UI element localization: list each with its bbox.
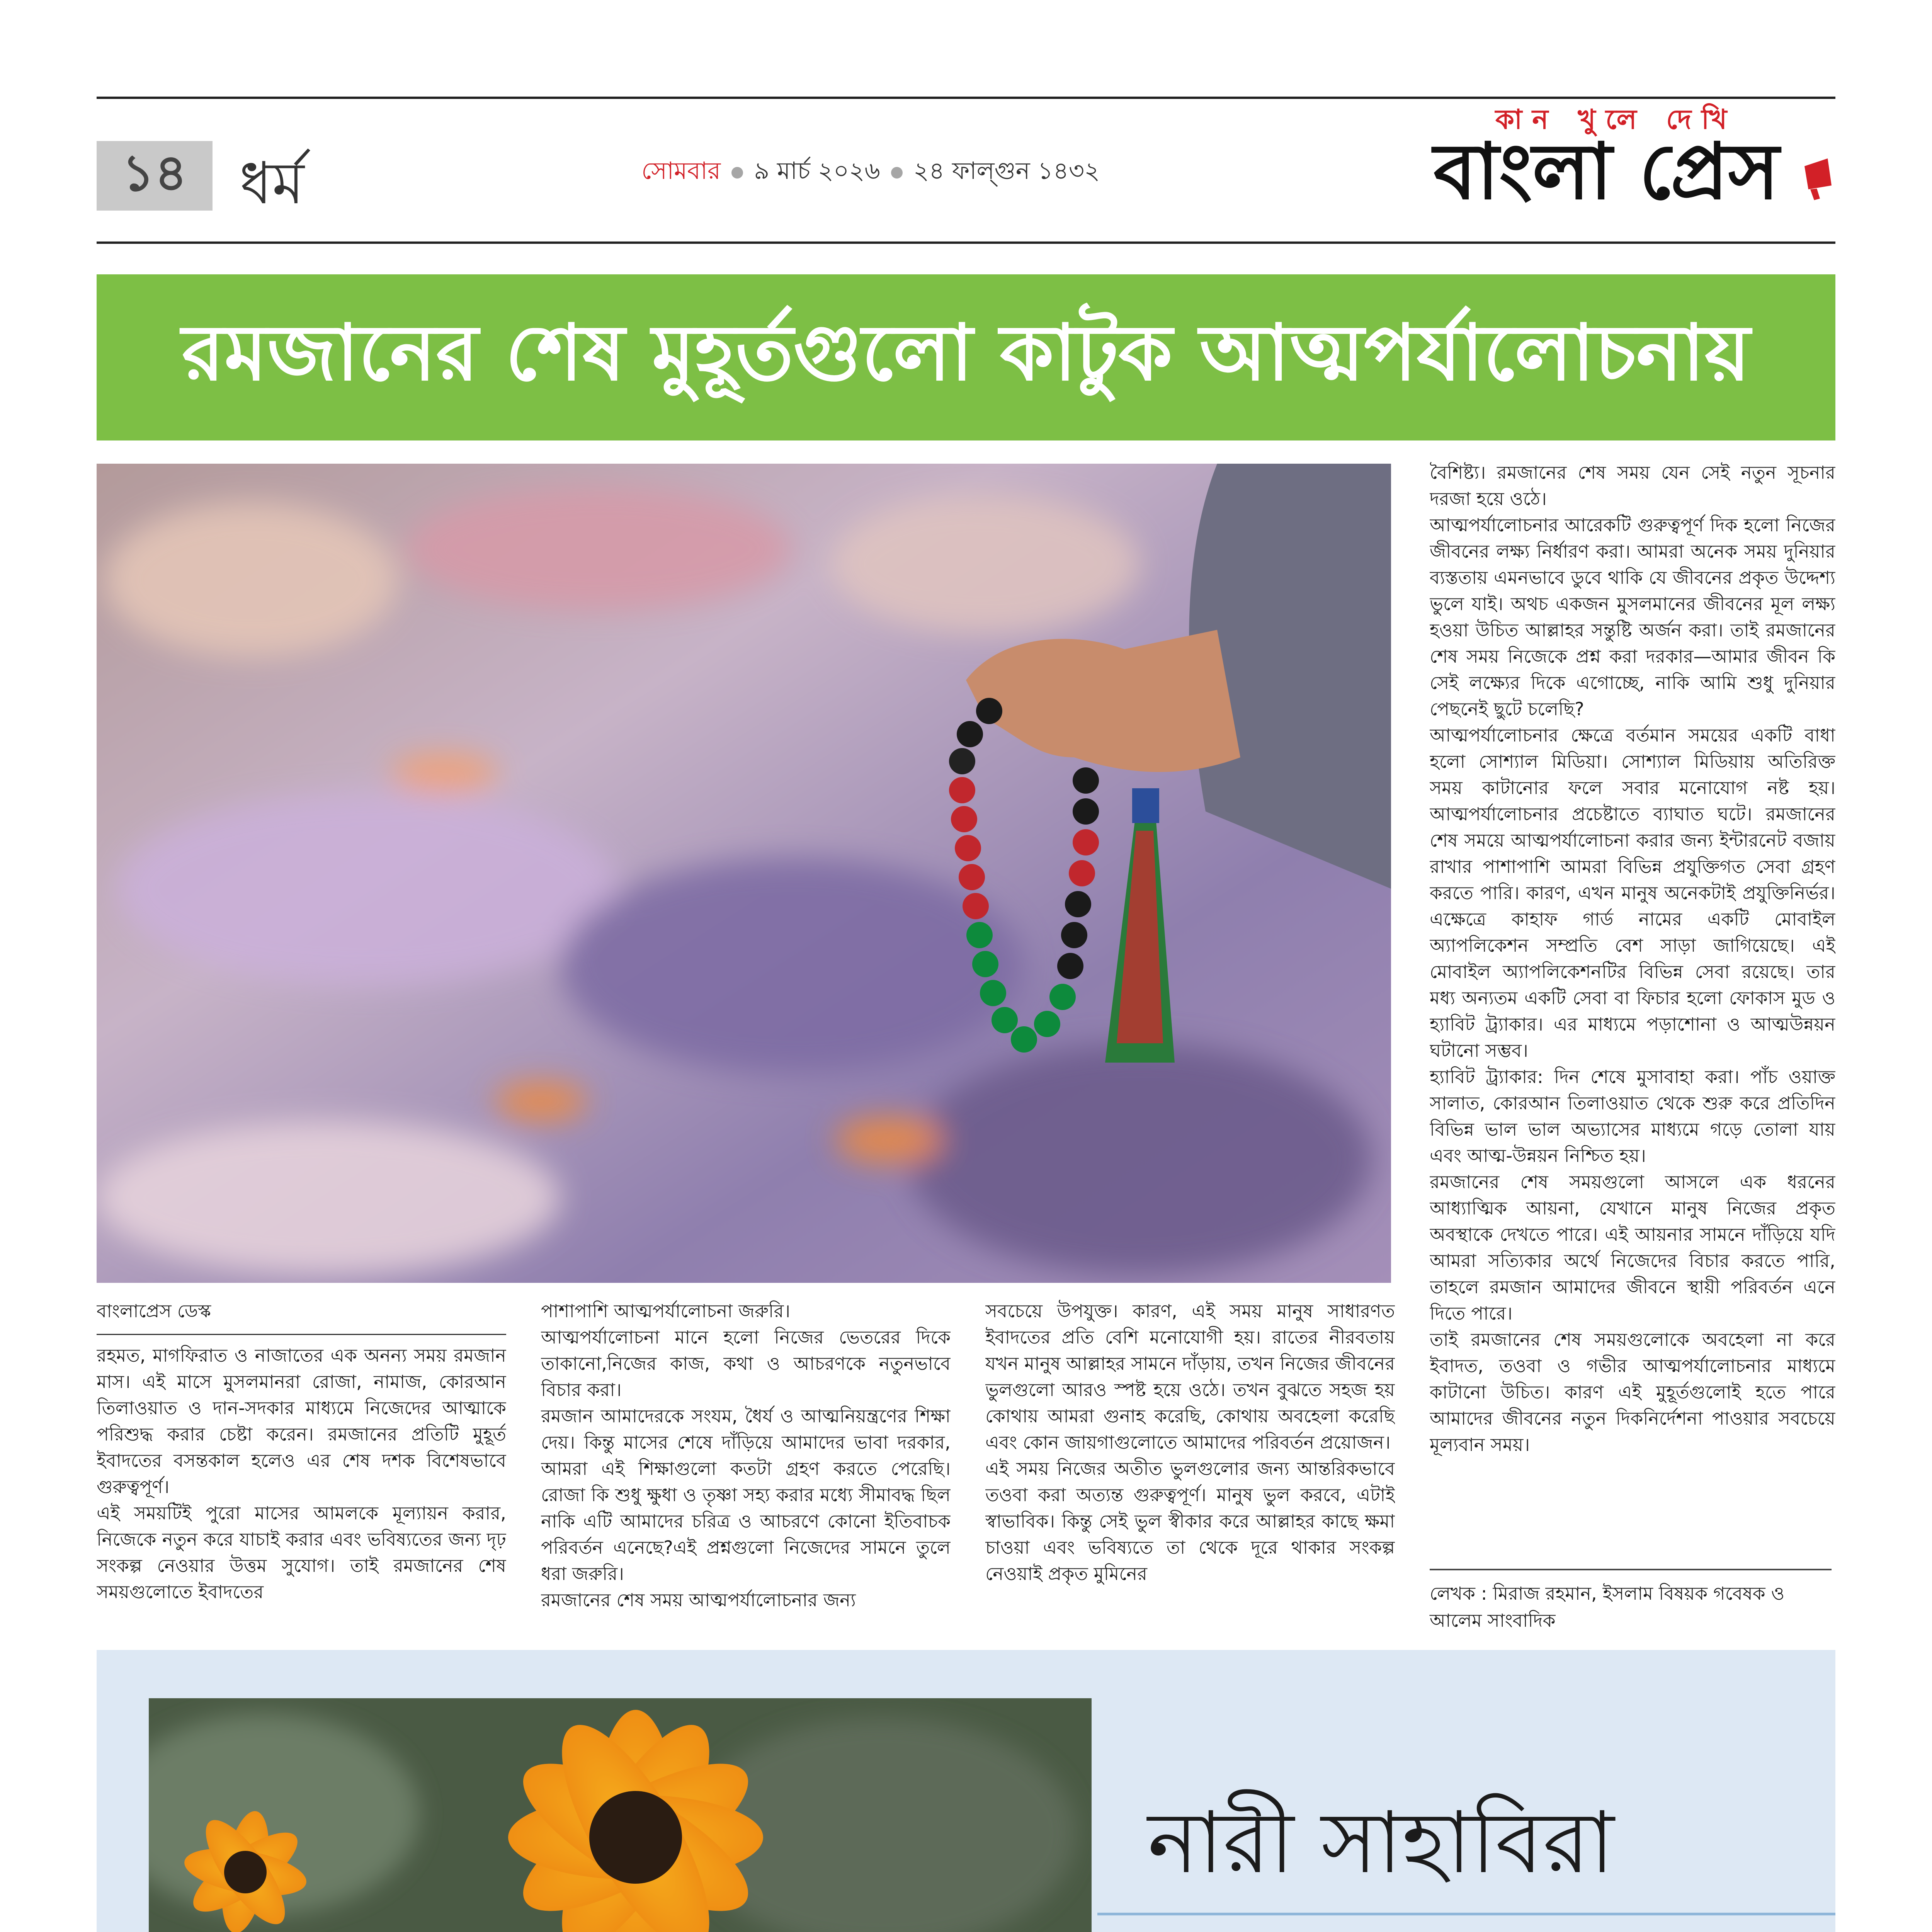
headline-divider — [1097, 1913, 1835, 1915]
page-number: ১৪ — [97, 141, 213, 211]
feature-headline-line: নারী সাহাবিরা — [1148, 1793, 1614, 1892]
article-column — [541, 1298, 951, 1631]
paragraph: এই সময় নিজের অতীত ভুলগুলোর জন্য আন্তরিকভাবে তওবা করা অত্যন্ত গুরুত্বপূর্ণ। মানুষ ভুল করবে, এটাই স্বাভাবিক। কিন্তু সেই ভুল স্বীকার করে আল্লাহর কাছে ক্ষমা চাওয়া এবং ভবিষ্যতে তা থেকে দূরে থাকার সংকল্প নেওয়াই প্রকৃত মুমিনের — [985, 1458, 1395, 1585]
dateline-date: ৯ মার্চ ২০২৬ — [754, 156, 880, 185]
paragraph: আত্মপর্যালোচনার আরেকটি গুরুত্বপূর্ণ দিক হলো নিজের জীবনের লক্ষ্য নির্ধারণ করা। আমরা অনেক সময় দুনিয়ার ব্যস্ততায় এমনভাবে ডুবে থাকি যে জীবনের প্রকৃত উদ্দেশ্য ভুলে যাই। অথচ একজন মুসলমানের জীবনের মূল লক্ষ্য হওয়া উচিত আল্লাহর সন্তুষ্টি অর্জন করা। তাই রমজানের শেষ সময় নিজেকে প্রশ্ন করা দরকার—আমার জীবন কি সেই লক্ষ্যের দিকে এগোচ্ছে, নাকি আমি শুধু দুনিয়ার পেছনেই ছুটে চলেছি? — [1430, 515, 1835, 720]
dateline — [641, 153, 1100, 192]
brand-logo[interactable]: বাংলা প্রেস — [1434, 127, 1779, 217]
paragraph: আত্মপর্যালোচনার ক্ষেত্রে বর্তমান সময়ের একটি বাধা হলো সোশ্যাল মিডিয়া। সোশ্যাল মিডিয়ায় অতিরিক্ত সময় কাটানোর ফলে সবার মনোযোগ নষ্ট হয়। আত্মপর্যালোচনার প্রচেষ্টাতে ব্যাঘাত ঘটে। রমজানের শেষ সময়ে আত্মপর্যালোচনা করার জন্য ইন্টারনেট বজায় রাখার পাশাপাশি আমরা বিভিন্ন প্রযুক্তিগত সেবা গ্রহণ করতে পারি। কারণ, এখন মানুষ অনেকটাই প্রযুক্তিনির্ভর। এক্ষেত্রে কাহাফ গার্ড নামের একটি মোবাইল অ্যাপলিকেশন সম্প্রতি বেশ সাড়া জাগিয়েছে। এই মোবাইল অ্যাপলিকেশনটির বিভিন্ন সেবা রয়েছে। তার মধ্য অন্যতম একটি সেবা বা ফিচার হলো ফোকাস মুড ও হ্যাবিট ট্র্যাকার। এর মাধ্যমে পড়াশোনা ও আত্মউন্নয়ন ঘটানো সম্ভব। — [1430, 725, 1835, 1061]
paragraph: বৈশিষ্ট্য। রমজানের শেষ সময় যেন সেই নতুন সূচনার দরজা হয়ে ওঠে। — [1430, 462, 1835, 510]
flowers-photo — [149, 1698, 1092, 1932]
dateline-bangla-date: ২৪ ফাল্গুন ১৪৩২ — [913, 156, 1100, 185]
paragraph: সবচেয়ে উপযুক্ত। কারণ, এই সময় মানুষ সাধারণত ইবাদতের প্রতি বেশি মনোযোগী হয়। রাতের নীরবতায় যখন মানুষ আল্লাহর সামনে দাঁড়ায়, তখন নিজের জীবনের ভুলগুলো আরও স্পষ্ট হয়ে ওঠে। তখন বুঝতে সহজ হয় কোথায় আমরা গুনাহ করেছি, কোথায় অবহেলা করেছি এবং কোন জায়গাগুলোতে আমাদের পরিবর্তন প্রয়োজন। — [985, 1301, 1395, 1453]
paragraph: তাই রমজানের শেষ সময়গুলোকে অবহেলা না করে ইবাদত, তওবা ও গভীর আত্মপর্যালোচনার মাধ্যমে কাটানো উচিত। কারণ এই মুহূর্তগুলোই হতে পারে আমাদের জীবনের নতুন দিকনির্দেশনা পাওয়ার সবচেয়ে মূল্যবান সময়। — [1430, 1329, 1835, 1456]
paragraph: রমজানের শেষ সময় আত্মপর্যালোচনার জন্য — [541, 1590, 856, 1611]
paragraph: রমজান আমাদেরকে সংযম, ধৈর্য ও আত্মনিয়ন্ত্রণের শিক্ষা দেয়। কিন্তু মাসের শেষে দাঁড়িয়ে আমাদের ভাবা দরকার, আমরা এই শিক্ষাগুলো কতটা গ্রহণ করতে পেরেছি। রোজা কি শুধু ক্ষুধা ও তৃষ্ণা সহ্য করার মধ্যে সীমাবদ্ধ ছিল নাকি এটি আমাদের চরিত্র ও আচরণে কোনো ইতিবাচক পরিবর্তন এনেছে?এই প্রশ্নগুলো নিজেদের সামনে তুলে ধরা জরুরি। — [541, 1406, 951, 1585]
headline-banner — [97, 274, 1835, 440]
article-column — [985, 1298, 1395, 1638]
article-headline: রমজানের শেষ মুহূর্তগুলো কাটুক আত্মপর্যালোচনায় — [182, 308, 1750, 398]
article-column — [1430, 460, 1835, 1615]
paragraph: আত্মপর্যালোচনা মানে হলো নিজের ভেতরের দিকে তাকানো,নিজের কাজ, কথা ও আচরণকে নতুনভাবে বিচার করা। — [541, 1327, 951, 1401]
author-credit: লেখক : মিরাজ রহমান, ইসলাম বিষয়ক গবেষক ও আলেম সাংবাদিক — [1430, 1583, 1785, 1631]
section-name: ধর্ম — [240, 150, 304, 217]
paragraph: রহমত, মাগফিরাত ও নাজাতের এক অনন্য সময় রমজান মাস। এই মাসে মুসলমানরা রোজা, নামাজ, কোরআন তিলাওয়াত ও দান-সদকার মাধ্যমে নিজেদের আত্মাকে পরিশুদ্ধ করার চেষ্টা করেন। রমজানের প্রতিটি মুহূর্ত ইবাদতের বসন্তকাল হলেও এর শেষ দশক বিশেষভাবে গুরুত্বপূর্ণ। — [97, 1345, 506, 1498]
paragraph: এই সময়টিই পুরো মাসের আমলকে মূল্যায়ন করার, নিজেকে নতুন করে যাচাই করার এবং ভবিষ্যতের জন্য দৃঢ় সংকল্প নেওয়ার উত্তম সুযোগ। তাই রমজানের শেষ সময়গুলোতে ইবাদতের — [97, 1503, 506, 1603]
masthead-bottom-rule — [97, 242, 1835, 244]
paragraph: পাশাপাশি আত্মপর্যালোচনা জরুরি। — [541, 1301, 791, 1322]
author-divider — [1430, 1569, 1832, 1570]
paragraph: রমজানের শেষ সময়গুলো আসলে এক ধরনের আধ্যাত্মিক আয়না, যেখানে মানুষ নিজের প্রকৃত অবস্থাকে দেখতে পারে। এই আয়নার সামনে দাঁড়িয়ে যদি আমরা সত্যিকার অর্থে নিজেদের বিচার করতে পারি, তাহলে রমজান আমাদের জীবনে স্থায়ী পরিবর্তন এনে দিতে পারে। — [1430, 1172, 1835, 1324]
paragraph: হ্যাবিট ট্র্যাকার: দিন শেষে মুসাবাহা করা। পাঁচ ওয়াক্ত সালাত, কোরআন তিলাওয়াত থেকে শুরু করে প্রতিদিন বিভিন্ন ভাল ভাল অভ্যাসের মাধ্যমে গড়ে তোলা যায় এবং আত্ম-উন্নয়ন নিশ্চিত হয়। — [1430, 1066, 1835, 1167]
article-column — [97, 1298, 506, 1631]
separator-dot — [731, 167, 743, 179]
megaphone-icon — [1801, 158, 1835, 201]
brand-tagline: কান খুলে দেখি — [1495, 104, 1737, 135]
dateline-day: সোমবার — [641, 156, 721, 185]
byline: বাংলাপ্রেস ডেস্ক — [97, 1298, 506, 1335]
separator-dot — [891, 167, 903, 179]
prayer-beads-photo — [97, 464, 1391, 1283]
